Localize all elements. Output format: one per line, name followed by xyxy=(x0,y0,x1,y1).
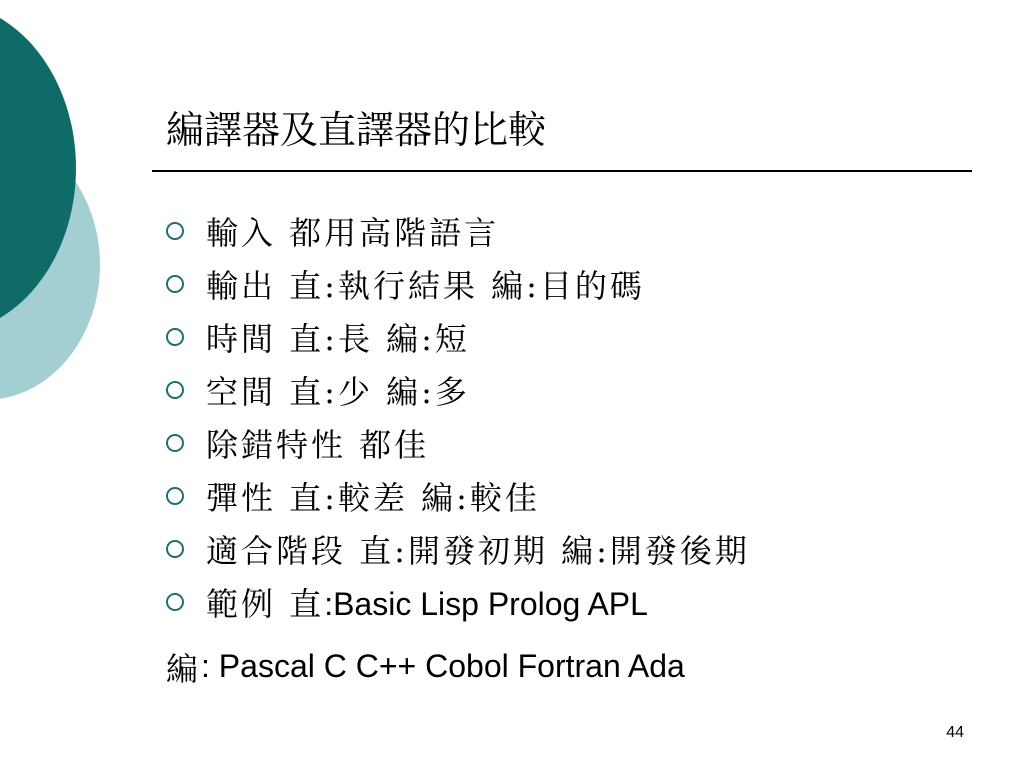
bullet-circle-icon xyxy=(166,540,184,558)
bullet-text xyxy=(206,473,540,519)
page-number: 44 xyxy=(946,724,964,741)
bullet-text xyxy=(206,367,470,413)
slide-title: 編譯器及直譯器的比較 xyxy=(166,108,547,152)
bullet-text xyxy=(206,526,750,572)
bullet-circle-icon xyxy=(166,275,184,293)
bullet-circle-icon xyxy=(166,381,184,399)
bullet-item-space xyxy=(164,363,750,416)
bullet-circle-icon xyxy=(166,593,184,611)
bullet-text xyxy=(206,579,648,625)
bullet-text xyxy=(206,261,645,307)
bullet-text xyxy=(206,314,470,360)
bullet-text-zh: 空間 直:少 編:多 xyxy=(206,372,470,411)
bullet-circle-icon xyxy=(166,328,184,346)
bullet-item-input xyxy=(164,204,750,257)
bullet-text xyxy=(206,208,499,254)
bullet-item-debugging xyxy=(164,416,750,469)
tail-line-zh: 編 xyxy=(166,649,202,688)
bullet-circle-icon xyxy=(166,434,184,452)
bullet-text-zh: 彈性 直:較差 編:較佳 xyxy=(206,478,540,517)
bullet-text-zh: 適合階段 直:開發初期 編:開發後期 xyxy=(206,531,750,570)
bullet-text-zh: 輸出 直:執行結果 編:目的碼 xyxy=(206,266,645,305)
compiled-languages-line xyxy=(166,640,685,693)
bullet-item-flexibility xyxy=(164,469,750,522)
tail-line-latin: : Pascal C C++ Cobol Fortran Ada xyxy=(201,648,685,684)
bullet-circle-icon xyxy=(166,222,184,240)
bullet-item-time xyxy=(164,310,750,363)
bullet-text xyxy=(206,420,429,466)
bullet-item-stage xyxy=(164,522,750,575)
bullet-item-output xyxy=(164,257,750,310)
bullet-list xyxy=(164,204,750,628)
bullet-text-latin: :Basic Lisp Prolog APL xyxy=(324,585,648,622)
title-divider xyxy=(152,170,972,172)
bullet-circle-icon xyxy=(166,487,184,505)
bullet-text-zh: 除錯特性 都佳 xyxy=(206,425,430,464)
bullet-item-examples xyxy=(164,575,750,628)
bullet-text-zh: 範例 直 xyxy=(206,584,325,623)
bullet-text-zh: 輸入 都用高階語言 xyxy=(206,213,500,252)
bullet-text-zh: 時間 直:長 編:短 xyxy=(206,319,470,358)
